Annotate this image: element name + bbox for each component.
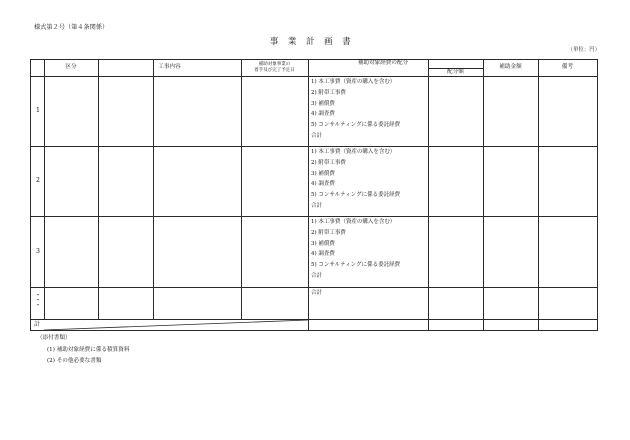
breakdown-item: 合計	[311, 290, 323, 296]
breakdown-item: 5) コンサルティングに係る委託経費	[311, 262, 401, 269]
breakdown-item: 5) コンサルティングに係る委託経費	[311, 122, 401, 129]
notes-item: (1) 補助対象経費に係る積算資料	[47, 346, 130, 353]
header-schedule-line1: 補助対象事業の	[258, 62, 291, 67]
breakdown-list	[311, 288, 426, 299]
notes-item: (2) その他必要な書類	[47, 358, 102, 364]
breakdown-item: 2) 附帯工事費	[311, 159, 346, 166]
row-number: 3	[36, 248, 40, 255]
notes-heading: （添付書類）	[37, 335, 71, 341]
total-label: 計	[33, 321, 40, 328]
breakdown-list	[311, 217, 426, 282]
breakdown-item: 合計	[311, 202, 323, 209]
column-divider	[538, 59, 539, 331]
table-border-left	[30, 59, 31, 331]
breakdown-item: 合計	[311, 132, 323, 139]
column-divider	[308, 59, 309, 331]
header-remarks: 備考	[561, 64, 574, 70]
table-border-top	[30, 59, 598, 60]
breakdown-list	[311, 77, 426, 142]
breakdown-item: 2) 附帯工事費	[311, 229, 346, 236]
column-divider	[44, 59, 45, 320]
breakdown-item: 1) 本工事費（資産の購入を含む）	[311, 149, 396, 155]
column-divider	[98, 59, 99, 320]
column-divider	[153, 59, 154, 320]
column-divider	[241, 59, 242, 320]
breakdown-list	[311, 147, 426, 212]
column-divider	[428, 59, 429, 331]
header-naiyou: 工事内容	[158, 64, 181, 70]
unit-label: （単位：円）	[567, 47, 600, 53]
header-allocation: 補助対象経費の配分	[357, 60, 409, 66]
breakdown-item: 合計	[311, 272, 323, 279]
breakdown-item: 1) 本工事費（資産の購入を含む）	[311, 219, 396, 225]
breakdown-item: 4) 調査費	[311, 251, 335, 258]
breakdown-item: 3) 補償費	[311, 240, 335, 247]
ellipsis-dots: ・ ・ ・	[34, 291, 42, 309]
header-allocation-amount: 配分額	[447, 69, 464, 75]
breakdown-item: 4) 調査費	[311, 111, 335, 118]
breakdown-item: 2) 附帯工事費	[311, 89, 346, 96]
table-border-right	[597, 59, 598, 331]
header-kubun: 区分	[65, 64, 77, 70]
breakdown-item: 5) コンサルティングに係る委託経費	[311, 192, 401, 199]
attachments-note	[37, 333, 129, 368]
breakdown-item: 3) 補償費	[311, 170, 335, 177]
breakdown-item: 1) 本工事費（資産の購入を含む）	[311, 79, 396, 85]
column-divider	[483, 59, 484, 331]
breakdown-item: 4) 調査費	[311, 181, 335, 188]
breakdown-item: 3) 補償費	[311, 100, 335, 107]
row-number: 2	[36, 177, 40, 184]
plan-table	[30, 59, 598, 330]
header-subsidy: 補助金額	[499, 64, 522, 70]
form-label: 様式第２号（第４条関係）	[34, 24, 109, 31]
document-title: 事業計画書	[269, 37, 361, 47]
total-diagonal-line	[44, 319, 309, 331]
row-number: 1	[36, 107, 40, 114]
header-schedule-line2: 着手及び完了予定日	[254, 68, 295, 73]
